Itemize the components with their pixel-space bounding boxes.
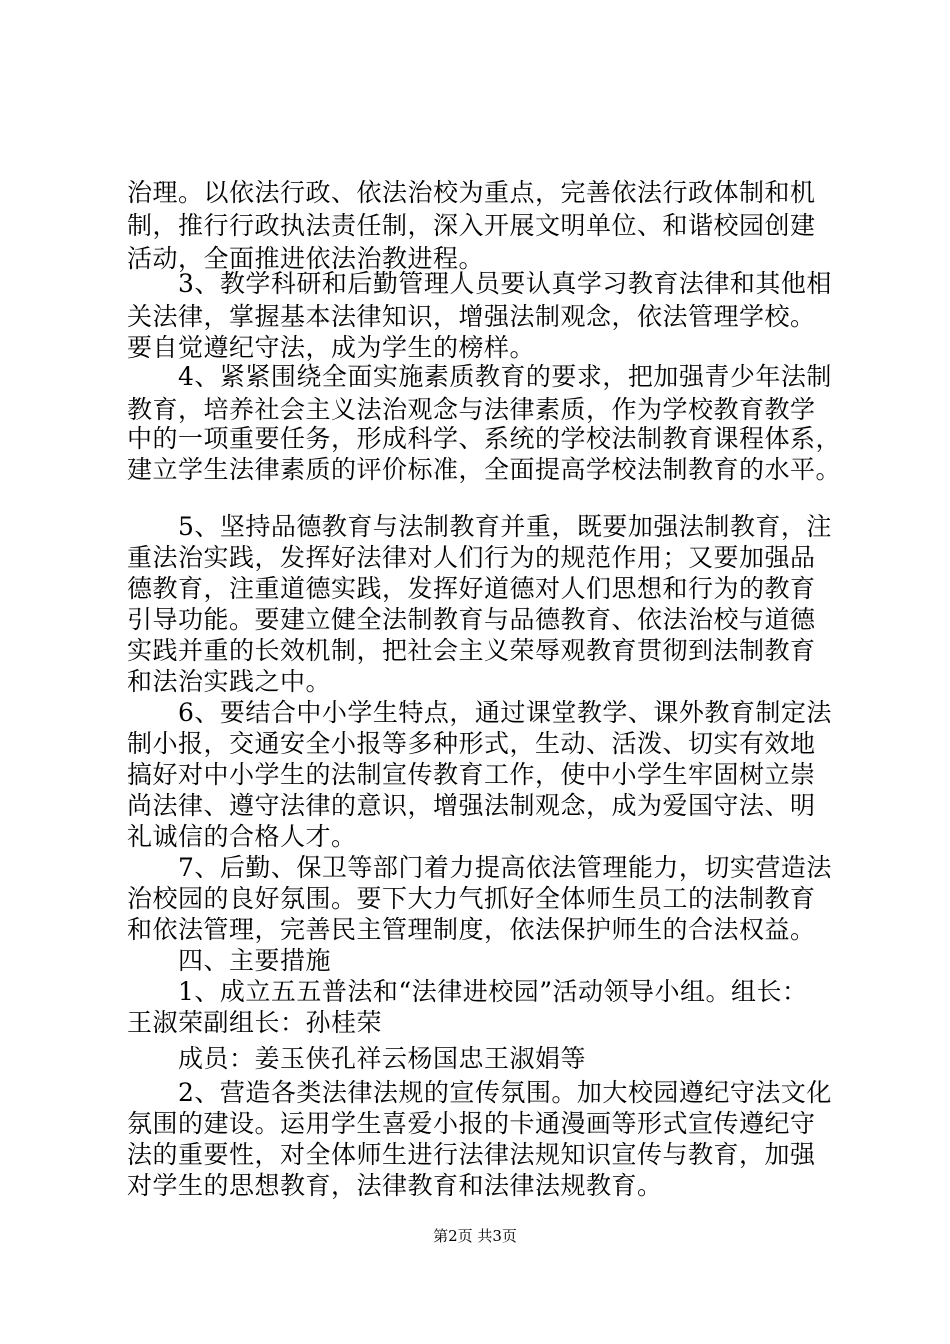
body-text-line: 6、要结合中小学生特点，通过课堂教学、课外教育制定法	[127, 698, 832, 727]
body-text-line: 德教育，注重道德实践，发挥好道德对人们思想和行为的教育	[127, 574, 816, 603]
body-text-line: 教育，培养社会主义法治观念与法律素质，作为学校教育教学	[127, 395, 816, 424]
page-number-footer: 第2页 共3页	[433, 1227, 517, 1245]
body-text-line: 建立学生法律素质的评价标准，全面提高学校法制教育的水平。	[127, 455, 842, 484]
body-text-line: 7、后勤、保卫等部门着力提高依法管理能力，切实营造法	[127, 853, 832, 882]
body-text-line: 引导功能。要建立健全法制教育与品德教育、依法治校与道德	[127, 605, 816, 634]
body-text-line: 法的重要性，对全体师生进行法律法规知识宣传与教育，加强	[127, 1140, 816, 1169]
body-text-line: 对学生的思想教育，法律教育和法律法规教育。	[127, 1171, 663, 1200]
body-text-line: 治理。以依法行政、依法治校为重点，完善依法行政体制和机	[127, 178, 816, 207]
body-text-line: 2、营造各类法律法规的宣传氛围。加大校园遵纪守法文化	[127, 1078, 832, 1107]
body-text-line: 治校园的良好氛围。要下大力气抓好全体师生员工的法制教育	[127, 884, 816, 913]
body-text-line: 要自觉遵纪守法，成为学生的榜样。	[127, 333, 536, 362]
body-text-line: 活动，全面推进依法治教进程。	[127, 244, 485, 273]
body-text-line: 制，推行行政执法责任制，深入开展文明单位、和谐校园创建	[127, 211, 816, 240]
body-text-line: 尚法律、遵守法律的意识，增强法制观念，成为爱国守法、明	[127, 791, 816, 820]
body-text-line: 搞好对中小学生的法制宣传教育工作，使中小学生牢固树立崇	[127, 760, 816, 789]
body-text-line: 制小报，交通安全小报等多种形式，生动、活泼、切实有效地	[127, 729, 816, 758]
body-text-line: 1、成立五五普法和“法律进校园”活动领导小组。组长：	[127, 977, 808, 1006]
section-heading: 四、主要措施	[127, 946, 332, 975]
body-text-line: 重法治实践，发挥好法律对人们行为的规范作用；又要加强品	[127, 543, 816, 572]
body-text-line: 中的一项重要任务，形成科学、系统的学校法制教育课程体系，	[127, 424, 842, 453]
body-text-line: 4、紧紧围绕全面实施素质教育的要求，把加强青少年法制	[127, 362, 832, 391]
body-text-line: 成员：姜玉侠孔祥云杨国忠王淑娟等	[127, 1044, 587, 1073]
body-text-line: 和依法管理，完善民主管理制度，依法保护师生的合法权益。	[127, 915, 816, 944]
body-text-line: 实践并重的长效机制，把社会主义荣辱观教育贯彻到法制教育	[127, 636, 816, 665]
body-text-line: 和法治实践之中。	[127, 667, 332, 696]
body-text-line: 氛围的建设。运用学生喜爱小报的卡通漫画等形式宣传遵纪守	[127, 1109, 816, 1138]
body-text-line: 3、教学科研和后勤管理人员要认真学习教育法律和其他相	[127, 269, 832, 298]
body-text-line: 关法律，掌握基本法律知识，增强法制观念，依法管理学校。	[127, 302, 816, 331]
body-text-line: 5、坚持品德教育与法制教育并重，既要加强法制教育，注	[127, 512, 832, 541]
body-text-line: 王淑荣副组长：孙桂荣	[127, 1008, 383, 1037]
body-text-line: 礼诚信的合格人才。	[127, 822, 357, 851]
